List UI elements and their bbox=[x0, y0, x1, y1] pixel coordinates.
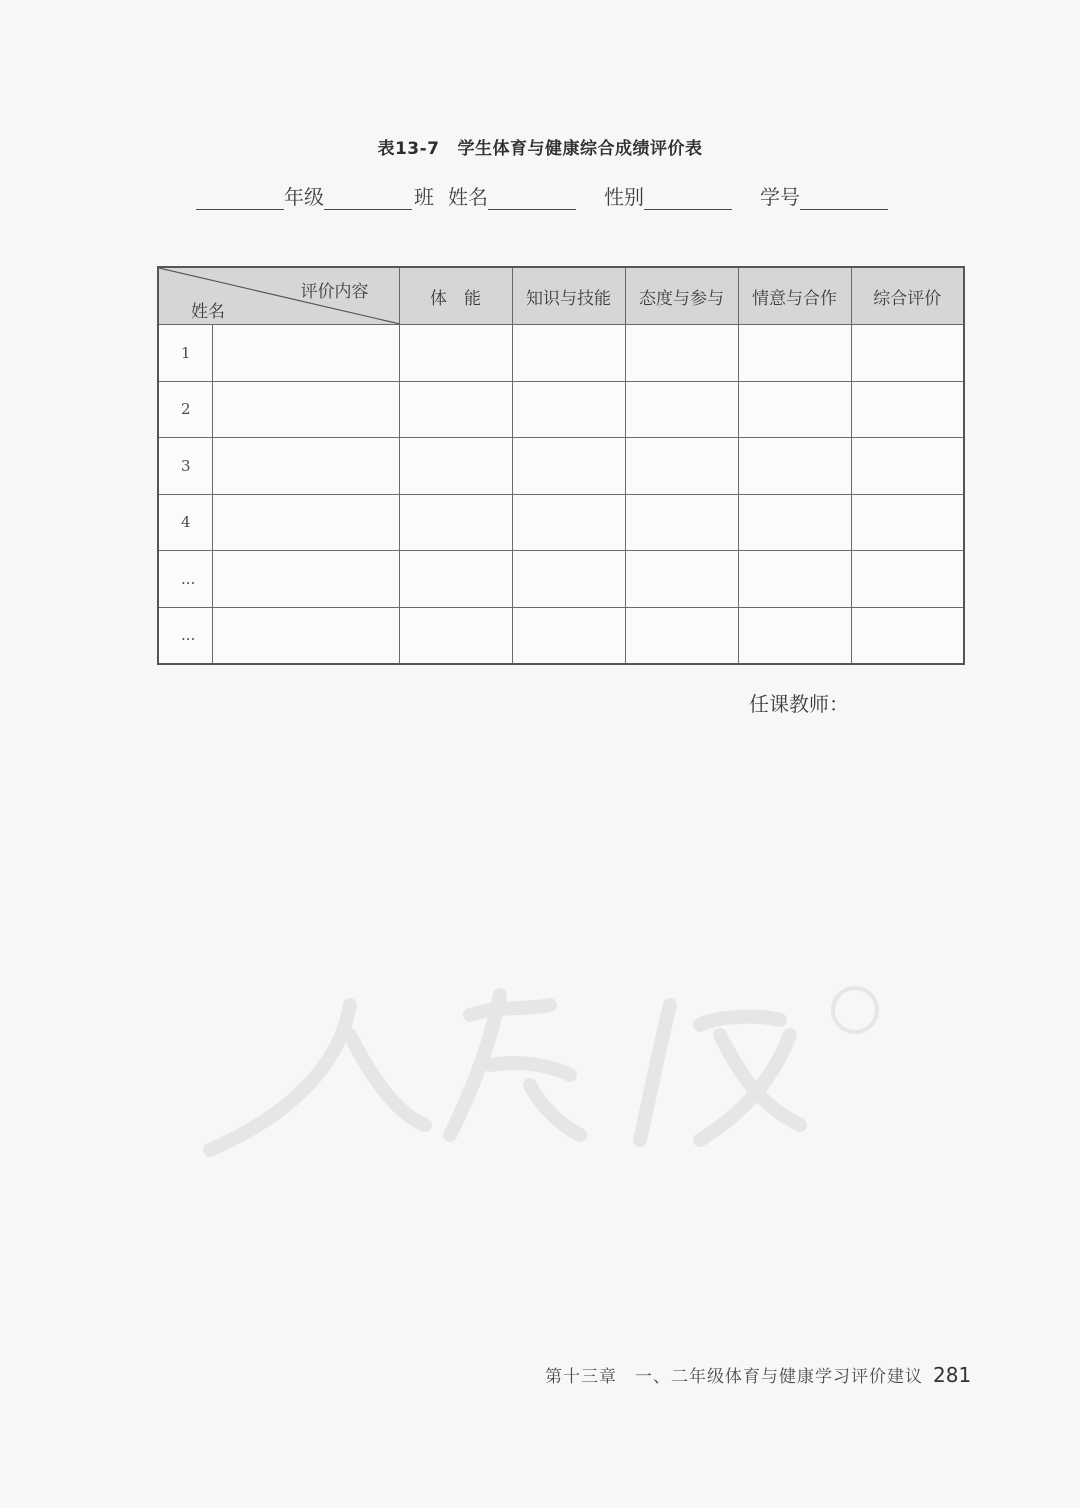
grade-blank[interactable] bbox=[196, 183, 284, 210]
score-cell[interactable] bbox=[851, 438, 964, 495]
score-cell[interactable] bbox=[399, 381, 512, 438]
gender-blank[interactable] bbox=[644, 183, 732, 210]
name-blank[interactable] bbox=[488, 183, 576, 210]
score-cell[interactable] bbox=[738, 494, 851, 551]
score-cell[interactable] bbox=[625, 551, 738, 608]
score-cell[interactable] bbox=[512, 325, 625, 382]
table-row bbox=[158, 381, 964, 438]
teacher-label: 任课教师： bbox=[749, 692, 849, 716]
score-cell[interactable] bbox=[399, 551, 512, 608]
score-cell[interactable] bbox=[851, 325, 964, 382]
page-number: 281 bbox=[933, 1363, 972, 1387]
class-blank[interactable] bbox=[324, 183, 412, 210]
score-cell[interactable] bbox=[851, 551, 964, 608]
table-title-text: 学生体育与健康综合成绩评价表 bbox=[457, 139, 703, 159]
name-cell[interactable] bbox=[212, 325, 399, 382]
score-cell[interactable] bbox=[399, 607, 512, 664]
score-cell[interactable] bbox=[399, 438, 512, 495]
table-number: 表13-7 bbox=[377, 139, 440, 159]
col-header-cooperation: 情意与合作 bbox=[738, 267, 851, 325]
table-row bbox=[158, 325, 964, 382]
gender-label: 性别 bbox=[604, 185, 644, 209]
chapter-title: 第十三章 一、二年级体育与健康学习评价建议 bbox=[545, 1367, 923, 1387]
publisher-watermark bbox=[200, 975, 900, 1165]
name-cell[interactable] bbox=[212, 551, 399, 608]
score-cell[interactable] bbox=[512, 494, 625, 551]
score-cell[interactable] bbox=[399, 494, 512, 551]
score-cell[interactable] bbox=[738, 551, 851, 608]
table-title bbox=[0, 134, 1080, 159]
score-cell[interactable] bbox=[738, 607, 851, 664]
diag-top-label: 评价内容 bbox=[300, 282, 369, 302]
table-row bbox=[158, 551, 964, 608]
class-label: 班 bbox=[414, 185, 434, 209]
score-cell[interactable] bbox=[625, 494, 738, 551]
row-index: 2 bbox=[158, 381, 212, 438]
score-cell[interactable] bbox=[625, 438, 738, 495]
student-info-line bbox=[196, 181, 888, 211]
score-cell[interactable] bbox=[512, 381, 625, 438]
score-cell[interactable] bbox=[851, 607, 964, 664]
table-row bbox=[158, 607, 964, 664]
diag-bottom-label: 姓名 bbox=[191, 302, 225, 322]
col-header-knowledge: 知识与技能 bbox=[512, 267, 625, 325]
row-index: 1 bbox=[158, 325, 212, 382]
row-index: 3 bbox=[158, 438, 212, 495]
col-header-overall: 综合评价 bbox=[851, 267, 964, 325]
diagonal-header-cell bbox=[158, 267, 399, 325]
score-cell[interactable] bbox=[512, 607, 625, 664]
col-header-fitness: 体 能 bbox=[399, 267, 512, 325]
table-header-row bbox=[158, 267, 964, 325]
id-blank[interactable] bbox=[800, 183, 888, 210]
row-index: ... bbox=[158, 551, 212, 608]
col-header-attitude: 态度与参与 bbox=[625, 267, 738, 325]
name-cell[interactable] bbox=[212, 494, 399, 551]
page-footer bbox=[545, 1362, 971, 1387]
row-index: 4 bbox=[158, 494, 212, 551]
score-cell[interactable] bbox=[512, 551, 625, 608]
score-cell[interactable] bbox=[738, 438, 851, 495]
name-cell[interactable] bbox=[212, 438, 399, 495]
table-row bbox=[158, 494, 964, 551]
score-cell[interactable] bbox=[625, 381, 738, 438]
name-label: 姓名 bbox=[448, 185, 488, 209]
score-cell[interactable] bbox=[512, 438, 625, 495]
name-cell[interactable] bbox=[212, 381, 399, 438]
score-cell[interactable] bbox=[625, 607, 738, 664]
grade-label: 年级 bbox=[284, 185, 324, 209]
name-cell[interactable] bbox=[212, 607, 399, 664]
score-cell[interactable] bbox=[399, 325, 512, 382]
table-row bbox=[158, 438, 964, 495]
score-cell[interactable] bbox=[738, 325, 851, 382]
score-cell[interactable] bbox=[738, 381, 851, 438]
evaluation-table bbox=[157, 266, 965, 665]
id-label: 学号 bbox=[760, 185, 800, 209]
row-index: ... bbox=[158, 607, 212, 664]
score-cell[interactable] bbox=[851, 381, 964, 438]
score-cell[interactable] bbox=[625, 325, 738, 382]
score-cell[interactable] bbox=[851, 494, 964, 551]
